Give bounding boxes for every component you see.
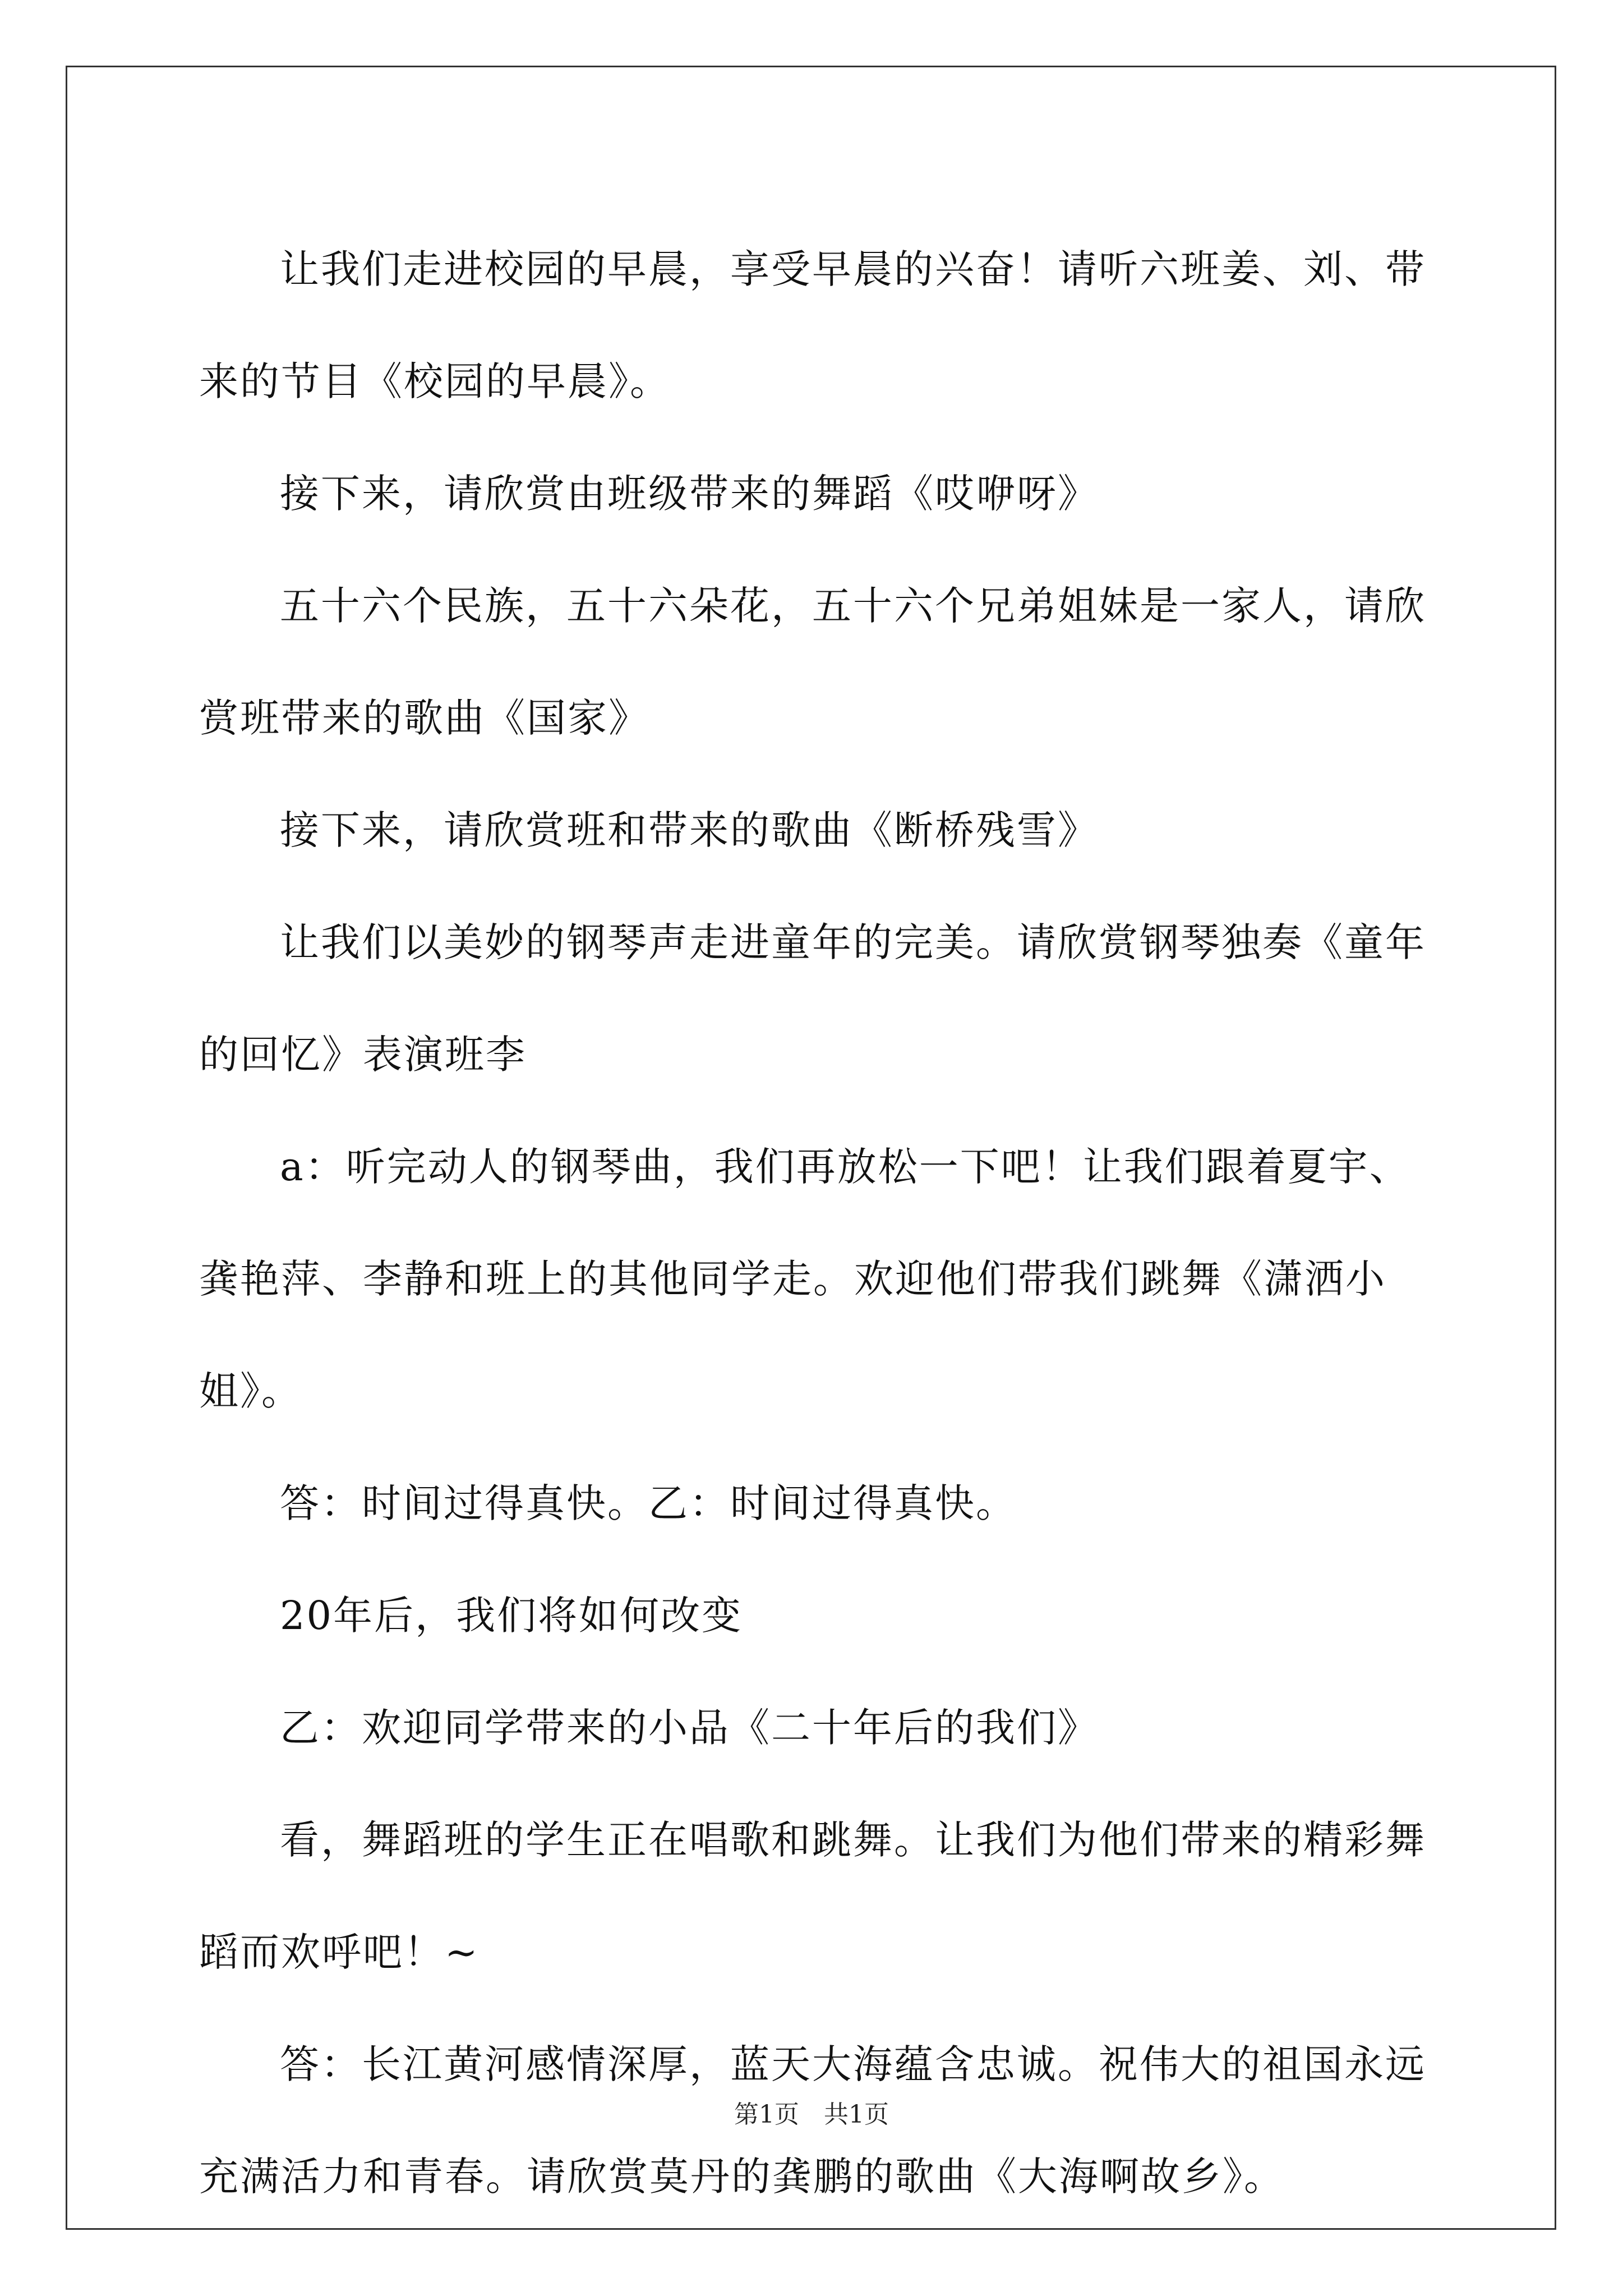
paragraph: 答：时间过得真快。乙：时间过得真快。 xyxy=(280,1480,1017,1526)
paragraph: 乙：欢迎同学带来的小品《二十年后的我们》 xyxy=(280,1705,1099,1751)
document-body xyxy=(199,213,1427,2233)
paragraph: 五十六个民族，五十六朵花，五十六个兄弟姐妹是一家人，请欣赏班带来的歌曲《国家》 xyxy=(199,583,1426,741)
page-total: 共1页 xyxy=(824,2100,889,2129)
page-footer xyxy=(0,2094,1623,2130)
paragraph: a：听完动人的钢琴曲，我们再放松一下吧！让我们跟着夏宇、龚艳萍、李静和班上的其他同学走。欢迎他们带我们跳舞《潇洒小姐》。 xyxy=(199,1144,1410,1414)
paragraph: 让我们以美妙的钢琴声走进童年的完美。请欣赏钢琴独奏《童年的回忆》表演班李 xyxy=(199,919,1426,1078)
page-number: 第1页 xyxy=(734,2100,799,2129)
paragraph: 接下来，请欣赏班和带来的歌曲《断桥残雪》 xyxy=(280,807,1099,853)
paragraph: 接下来，请欣赏由班级带来的舞蹈《哎咿呀》 xyxy=(280,471,1099,517)
paragraph: 让我们走进校园的早晨，享受早晨的兴奋！请听六班姜、刘、带来的节目《校园的早晨》。 xyxy=(199,246,1426,404)
paragraph: 20年后，我们将如何改变 xyxy=(280,1593,743,1639)
paragraph: 答：长江黄河感情深厚，蓝天大海蕴含忠诚。祝伟大的祖国永远充满活力和青春。请欣赏莫丹的龚鹏的歌曲《大海啊故乡》。 xyxy=(199,2041,1426,2200)
paragraph: 看，舞蹈班的学生正在唱歌和跳舞。让我们为他们带来的精彩舞蹈而欢呼吧！~ xyxy=(199,1817,1426,1975)
